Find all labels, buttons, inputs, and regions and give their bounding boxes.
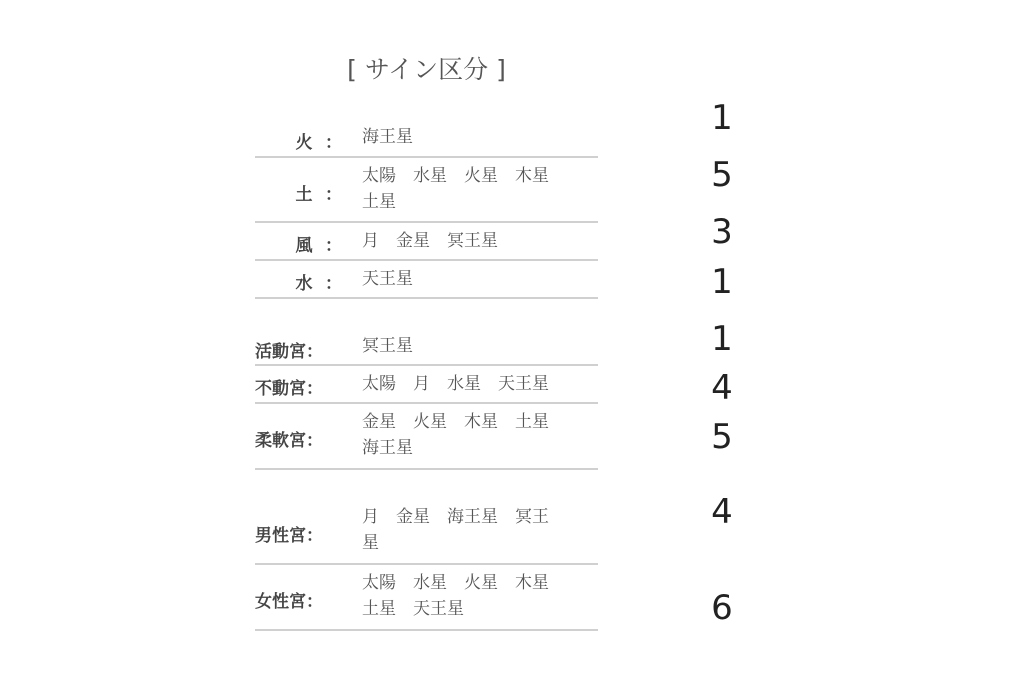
row-value-line: 海王星 [362, 438, 413, 458]
row-colon: ： [325, 185, 342, 205]
row-value: 天王星 [362, 269, 413, 289]
row-air [255, 223, 598, 261]
row-colon: ： [325, 236, 342, 256]
row-value: 冥王星 [362, 336, 413, 356]
row-label: 火 [295, 133, 313, 153]
row-count: 5 [711, 417, 733, 457]
row-colon: ： [325, 274, 342, 294]
row-value [362, 504, 592, 556]
row-value-line: 星 [362, 533, 379, 553]
row-count: 1 [711, 319, 733, 359]
row-value [362, 163, 592, 215]
row-value: 海王星 [362, 127, 413, 147]
row-count: 4 [711, 492, 733, 532]
row-value-line: 金星 火星 木星 土星 [362, 412, 549, 432]
row-value-line: 土星 [362, 192, 396, 212]
row-cardinal [255, 328, 598, 366]
row-value-line: 月 金星 海王星 冥王 [362, 507, 549, 527]
row-count: 4 [711, 368, 733, 408]
row-count: 3 [711, 212, 733, 252]
row-count: 1 [711, 98, 733, 138]
row-label: 風 [295, 236, 313, 256]
row-label: 男性宮： [255, 526, 323, 546]
row-mutable [255, 404, 598, 470]
row-fixed [255, 366, 598, 404]
row-feminine [255, 565, 598, 631]
row-colon: ： [325, 133, 342, 153]
row-value-line: 太陽 水星 火星 木星 [362, 166, 549, 186]
row-label: 女性宮： [255, 592, 323, 612]
row-value-line: 土星 天王星 [362, 599, 464, 619]
row-value: 太陽 月 水星 天王星 [362, 374, 549, 394]
row-value [362, 409, 592, 461]
row-value [362, 570, 592, 622]
row-water [255, 261, 598, 299]
row-label: 土 [295, 185, 313, 205]
row-count: 5 [711, 155, 733, 195]
row-count: 6 [711, 588, 733, 628]
row-value-line: 太陽 水星 火星 木星 [362, 573, 549, 593]
row-label: 水 [295, 274, 313, 294]
row-count: 1 [711, 262, 733, 302]
section-title: [ サイン区分 ] [347, 55, 506, 84]
row-masculine [255, 499, 598, 565]
row-label: 活動宮： [255, 342, 323, 362]
row-fire [255, 118, 598, 158]
row-earth [255, 158, 598, 223]
row-label: 柔軟宮： [255, 431, 323, 451]
row-label: 不動宮： [255, 379, 323, 399]
row-value: 月 金星 冥王星 [362, 231, 498, 251]
